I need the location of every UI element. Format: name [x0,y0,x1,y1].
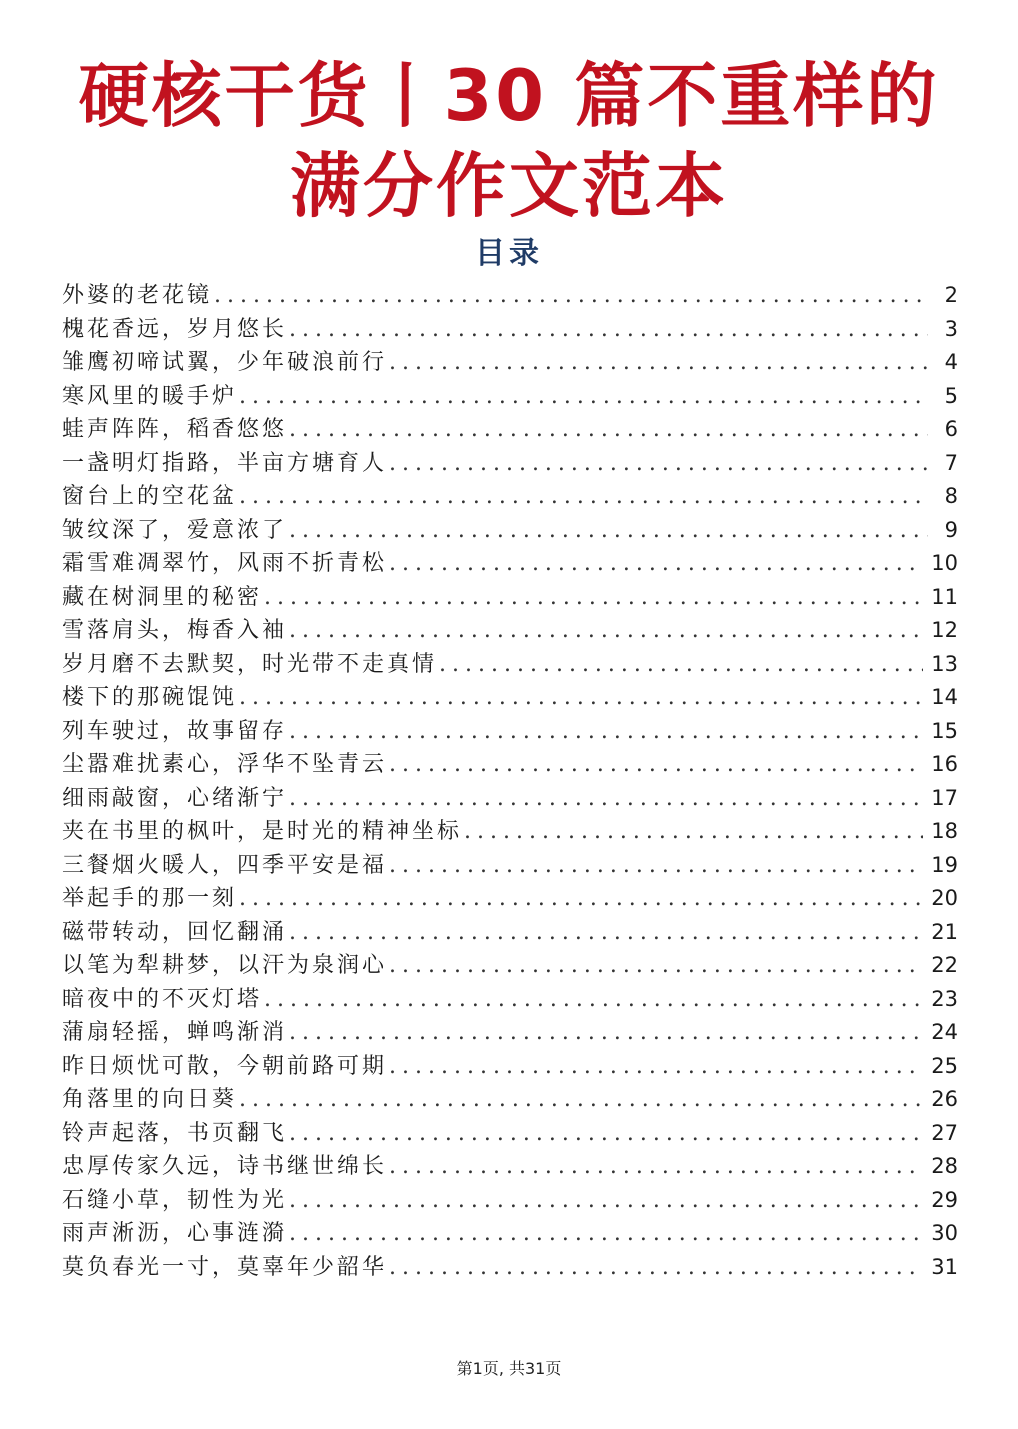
toc-entry-title: 雏鹰初啼试翼，少年破浪前行 [62,350,388,375]
toc-entry-page-number: 4 [944,350,958,374]
toc-dot-leader [389,1050,923,1084]
toc-entry-title: 外婆的老花镜 [62,283,213,308]
toc-entry-page-number: 9 [944,517,958,542]
toc-entry[interactable] [62,715,958,749]
toc-entry[interactable] [62,480,958,514]
toc-entry-title: 岁月磨不去默契，时光带不走真情 [62,651,438,677]
toc-heading: 目录 [475,236,543,271]
toc-entry[interactable] [62,380,958,414]
toc-entry[interactable] [62,949,958,983]
toc-entry[interactable] [62,849,958,883]
toc-dot-leader [289,313,928,347]
toc-entry-page-number: 10 [931,551,958,575]
toc-entry-page-number: 2 [944,283,958,307]
toc-dot-leader [239,882,923,916]
toc-dot-leader [289,916,923,950]
toc-entry-title: 列车驶过，故事留存 [62,718,288,744]
toc-entry-title: 寒风里的暖手炉 [62,383,238,409]
toc-entry-page-number: 22 [931,953,958,977]
toc-entry-title: 暗夜中的不灭灯塔 [62,986,263,1012]
toc-entry-page-number: 5 [944,383,958,408]
toc-entry-page-number: 6 [944,417,958,441]
toc-entry-page-number: 28 [931,1154,958,1178]
toc-entry-title: 莫负春光一寸，莫辜年少韶华 [62,1254,388,1280]
toc-dot-leader [239,681,923,715]
toc-entry[interactable] [62,983,958,1017]
toc-entry-page-number: 7 [944,450,958,475]
toc-entry-page-number: 26 [931,1087,958,1111]
toc-entry-title: 忠厚传家久远，诗书继世绵长 [62,1154,388,1179]
toc-entry-title: 举起手的那一刻 [62,886,238,911]
toc-entry-page-number: 13 [931,651,958,676]
toc-entry-page-number: 20 [931,886,958,910]
toc-entry[interactable] [62,782,958,816]
toc-entry[interactable] [62,614,958,648]
toc-entry-page-number: 29 [931,1187,958,1212]
toc-entry-title: 以笔为犁耕梦，以汗为泉润心 [62,953,388,978]
toc-dot-leader [264,581,923,615]
toc-entry-title: 夹在书里的枫叶，是时光的精神坐标 [62,819,463,844]
toc-entry-page-number: 18 [931,819,958,843]
toc-entry[interactable] [62,882,958,916]
toc-entry-page-number: 19 [931,852,958,877]
toc-dot-leader [439,648,923,682]
toc-entry[interactable] [62,581,958,615]
toc-entry[interactable] [62,1117,958,1151]
toc-dot-leader [214,279,928,313]
toc-entry-title: 蒲扇轻摇，蝉鸣渐消 [62,1020,288,1045]
toc-entry-title: 槐花香远，岁月悠长 [62,316,288,342]
toc-dot-leader [289,1016,923,1050]
toc-entry-title: 细雨敲窗，心绪渐宁 [62,785,288,811]
toc-dot-leader [239,380,928,414]
toc-entry[interactable] [62,1083,958,1117]
toc-dot-leader [289,1217,923,1251]
toc-dot-leader [289,1184,923,1218]
toc-entry[interactable] [62,413,958,447]
toc-entry-title: 楼下的那碗馄饨 [62,685,238,710]
toc-entry-title: 霜雪难凋翠竹，风雨不折青松 [62,551,388,576]
toc-entry-title: 藏在树洞里的秘密 [62,584,263,610]
toc-entry[interactable] [62,1050,958,1084]
toc-entry-page-number: 15 [931,718,958,743]
toc-dot-leader [389,547,923,581]
toc-entry-page-number: 14 [931,685,958,709]
toc-dot-leader [289,413,928,447]
toc-dot-leader [239,1083,923,1117]
toc-dot-leader [289,1117,923,1151]
toc-dot-leader [389,346,928,380]
toc-entry[interactable] [62,1217,958,1251]
toc-dot-leader [389,949,923,983]
toc-entry[interactable] [62,815,958,849]
toc-entry[interactable] [62,748,958,782]
toc-entry[interactable] [62,1251,958,1285]
toc-dot-leader [389,1150,923,1184]
toc-entry-title: 三餐烟火暖人，四季平安是福 [62,852,388,878]
toc-entry[interactable] [62,681,958,715]
toc-dot-leader [464,815,923,849]
toc-entry-page-number: 27 [931,1120,958,1145]
toc-entry[interactable] [62,313,958,347]
toc-entry-title: 一盏明灯指路，半亩方塘育人 [62,450,388,476]
toc-entry[interactable] [62,514,958,548]
table-of-contents [62,279,958,1284]
toc-entry-title: 昨日烦忧可散，今朝前路可期 [62,1053,388,1079]
toc-entry-title: 皱纹深了，爱意浓了 [62,517,288,543]
toc-entry-page-number: 3 [944,316,958,341]
toc-entry-title: 尘嚣难扰素心，浮华不坠青云 [62,752,388,777]
toc-entry-page-number: 21 [931,919,958,944]
toc-entry[interactable] [62,547,958,581]
toc-entry-page-number: 23 [931,986,958,1011]
toc-entry[interactable] [62,1150,958,1184]
toc-entry-title: 石缝小草，韧性为光 [62,1187,288,1213]
document-title-line1: 硬核干货丨30 篇不重样的 [78,55,940,137]
toc-entry-page-number: 24 [931,1020,958,1044]
toc-dot-leader [239,480,928,514]
toc-dot-leader [289,782,923,816]
toc-entry-page-number: 25 [931,1053,958,1078]
toc-entry-title: 蛙声阵阵，稻香悠悠 [62,417,288,442]
toc-entry[interactable] [62,447,958,481]
toc-entry-page-number: 16 [931,752,958,776]
toc-entry-title: 铃声起落，书页翻飞 [62,1120,288,1146]
toc-entry-page-number: 8 [944,484,958,508]
toc-entry[interactable] [62,279,958,313]
toc-entry[interactable] [62,648,958,682]
toc-entry-page-number: 11 [931,584,958,609]
toc-dot-leader [264,983,923,1017]
toc-dot-leader [289,715,923,749]
toc-dot-leader [389,849,923,883]
toc-dot-leader [289,614,923,648]
toc-entry-page-number: 31 [931,1254,958,1279]
toc-entry[interactable] [62,1016,958,1050]
toc-dot-leader [289,514,928,548]
toc-entry-title: 雨声淅沥，心事涟漪 [62,1221,288,1246]
toc-entry-page-number: 12 [931,618,958,642]
toc-dot-leader [389,748,923,782]
toc-entry[interactable] [62,916,958,950]
toc-entry[interactable] [62,1184,958,1218]
toc-dot-leader [389,1251,923,1285]
toc-entry-title: 角落里的向日葵 [62,1087,238,1112]
toc-entry-title: 雪落肩头，梅香入袖 [62,618,288,643]
toc-entry[interactable] [62,346,958,380]
page-footer: 第1页, 共31页 [456,1359,562,1378]
toc-entry-page-number: 17 [931,785,958,810]
toc-entry-page-number: 30 [931,1221,958,1245]
toc-entry-title: 磁带转动，回忆翻涌 [62,919,288,945]
document-title-line2: 满分作文范本 [290,145,728,227]
toc-entry-title: 窗台上的空花盆 [62,484,238,509]
toc-dot-leader [389,447,928,481]
